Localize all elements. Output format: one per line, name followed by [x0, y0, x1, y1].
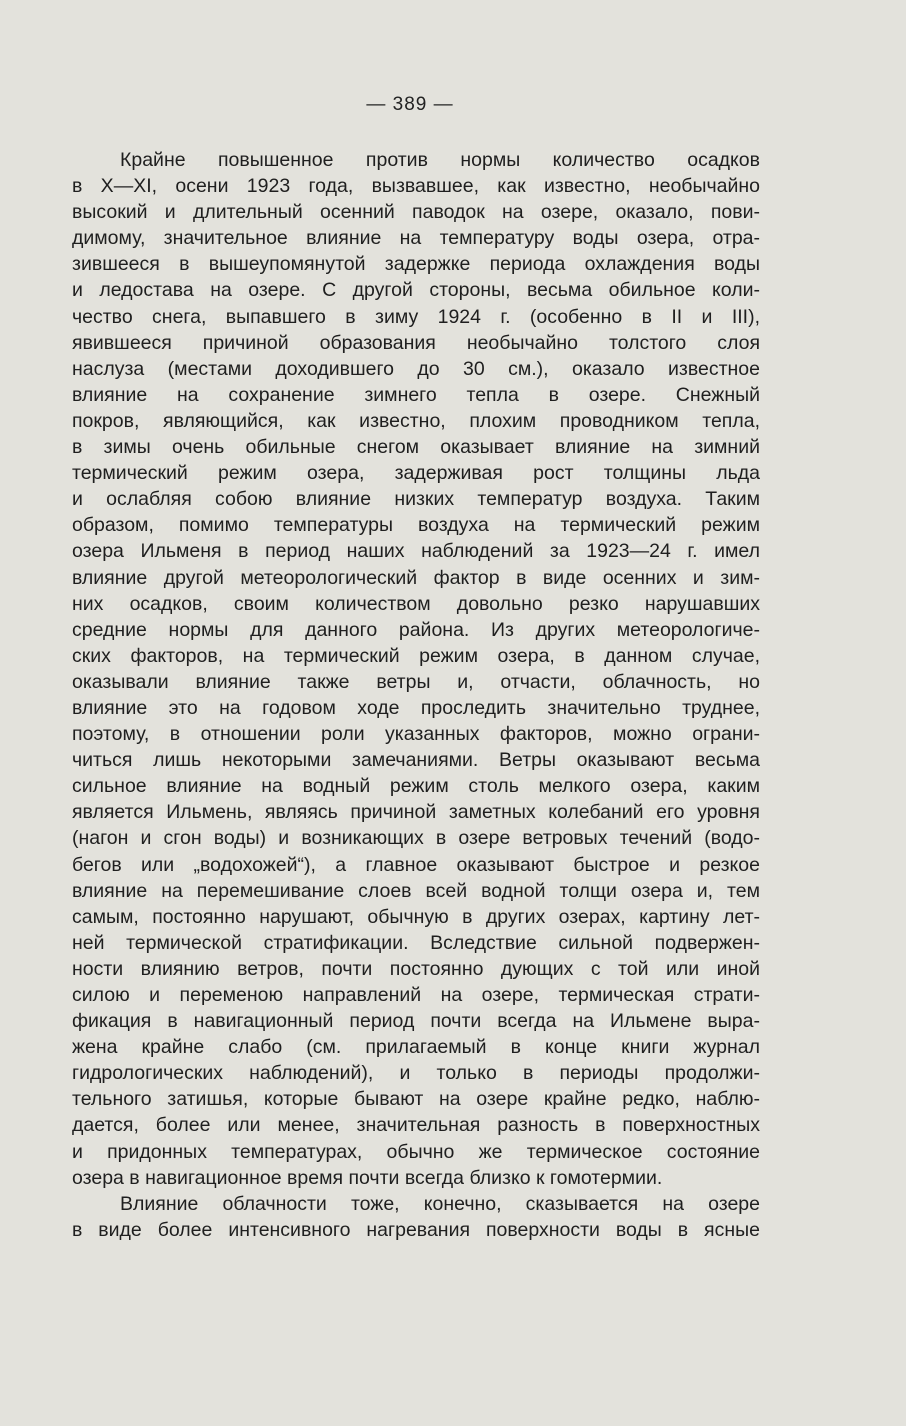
text-line: дается, более или менее, значительная разность в поверхностных [72, 1114, 760, 1137]
text-line: средние нормы для данного района. Из других метеорологиче- [72, 618, 760, 641]
text-line: димому, значительное влияние на температуру воды озера, отра- [72, 227, 760, 250]
text-line: зившееся в вышеупомянутой задержке периода охлаждения воды [72, 253, 760, 276]
text-line: поэтому, в отношении роли указанных факторов, можно ограни- [72, 723, 760, 746]
text-line: является Ильмень, являясь причиной заметных колебаний его уровня [72, 801, 760, 824]
text-line: жена крайне слабо (см. прилагаемый в конце книги журнал [72, 1036, 760, 1059]
text-line: оказывали влияние также ветры и, отчасти, облачность, но [72, 670, 760, 693]
text-line: высокий и длительный осенний паводок на озере, оказало, пови- [72, 201, 760, 224]
text-line: и ослабляя собою влияние низких температур воздуха. Таким [72, 488, 760, 511]
text-line: наслуза (местами доходившего до 30 см.), оказало известное [72, 357, 760, 380]
text-line: Крайне повышенное против нормы количество осадков [120, 149, 760, 171]
text-line: термический режим озера, задерживая рост толщины льда [72, 462, 760, 485]
text-line: покров, являющийся, как известно, плохим проводником тепла, [72, 409, 760, 432]
text-line: влияние другой метеорологический фактор в виде осенних и зим- [72, 566, 760, 589]
text-line: тельного затишья, которые бывают на озере крайне редко, наблю- [72, 1088, 760, 1111]
text-line: озера Ильменя в период наших наблюдений за 1923—24 г. имел [72, 540, 760, 563]
text-line: ности влиянию ветров, почти постоянно дующих с той или иной [72, 957, 760, 980]
text-line: образом, помимо температуры воздуха на термический режим [72, 514, 760, 537]
text-line: самым, постоянно нарушают, обычную в других озерах, картину лет- [72, 905, 760, 928]
text-line: читься лишь некоторыми замечаниями. Ветры оказывают весьма [72, 749, 760, 772]
text-line: в X—XI, осени 1923 года, вызвавшее, как известно, необычайно [72, 175, 760, 198]
text-line: в зимы очень обильные снегом оказывает влияние на зимний [72, 436, 760, 459]
text-line: фикация в навигационный период почти всегда на Ильмене выра- [72, 1010, 760, 1033]
text-line: и ледостава на озере. С другой стороны, весьма обильное коли- [72, 279, 760, 302]
text-line: ней термической стратификации. Вследствие сильной подвержен- [72, 931, 760, 954]
text-line: сильное влияние на водный режим столь мелкого озера, каким [72, 775, 760, 798]
text-line: явившееся причиной образования необычайно толстого слоя [72, 331, 760, 354]
page-number: — 389 — [366, 94, 454, 115]
text-line: чество снега, выпавшего в зиму 1924 г. (особенно в II и III), [72, 305, 760, 328]
text-line: влияние на перемешивание слоев всей водной толщи озера и, тем [72, 879, 760, 902]
text-line: силою и переменою направлений на озере, термическая страти- [72, 984, 760, 1006]
body-text [72, 147, 760, 1243]
text-line: них осадков, своим количеством довольно резко нарушавших [72, 592, 760, 615]
text-line: в виде более интенсивного нагревания поверхности воды в ясные [72, 1218, 760, 1241]
text-line: влияние это на годовом ходе проследить значительно труднее, [72, 696, 760, 719]
text-line: и придонных температурах, обычно же термическое состояние [72, 1140, 760, 1163]
text-line: озера в навигационное время почти всегда близко к гомотермии. [72, 1166, 663, 1189]
text-line: ских факторов, на термический режим озера, в данном случае, [72, 644, 760, 667]
text-line: Влияние облачности тоже, конечно, сказывается на озере [120, 1192, 760, 1215]
text-line: бегов или „водохожей“), а главное оказывают быстрое и резкое [72, 853, 760, 876]
text-line: влияние на сохранение зимнего тепла в озере. Снежный [72, 383, 760, 406]
text-line: (нагон и сгон воды) и возникающих в озере ветровых течений (водо- [72, 827, 760, 850]
text-line: гидрологических наблюдений), и только в периоды продолжи- [72, 1062, 760, 1085]
